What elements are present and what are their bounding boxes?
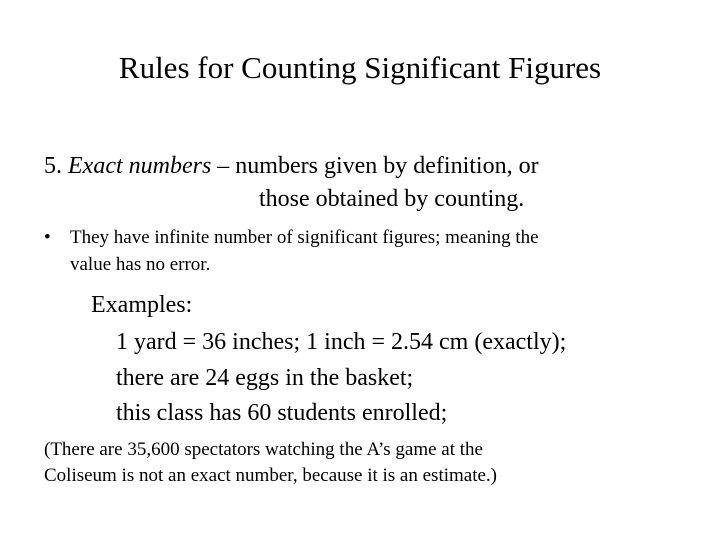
bullet-text-line-2: value has no error. — [70, 254, 211, 275]
slide-title: Rules for Counting Significant Figures — [118, 50, 602, 85]
note-line-1: (There are 35,600 spectators watching the A’s game at the — [44, 439, 483, 460]
estimate-note — [44, 437, 497, 489]
bullet-text — [70, 224, 710, 278]
rule-definition: – numbers given by definition, or — [217, 153, 539, 179]
bullet-text-line-1: They have infinite number of significant figures; meaning the — [70, 227, 539, 248]
rule-heading — [44, 151, 539, 181]
rule-definition-continued: those obtained by counting. — [259, 186, 525, 212]
example-item: there are 24 eggs in the basket; — [116, 365, 414, 391]
example-item: this class has 60 students enrolled; — [116, 400, 448, 426]
examples-heading: Examples: — [91, 292, 193, 318]
note-line-2: Coliseum is not an exact number, because it is an estimate.) — [44, 465, 498, 486]
rule-term: Exact numbers — [68, 153, 212, 179]
rule-number: 5. — [44, 153, 62, 179]
example-item: 1 yard = 36 inches; 1 inch = 2.54 cm (exactly); — [116, 329, 567, 355]
bullet-mark: • — [44, 227, 51, 248]
